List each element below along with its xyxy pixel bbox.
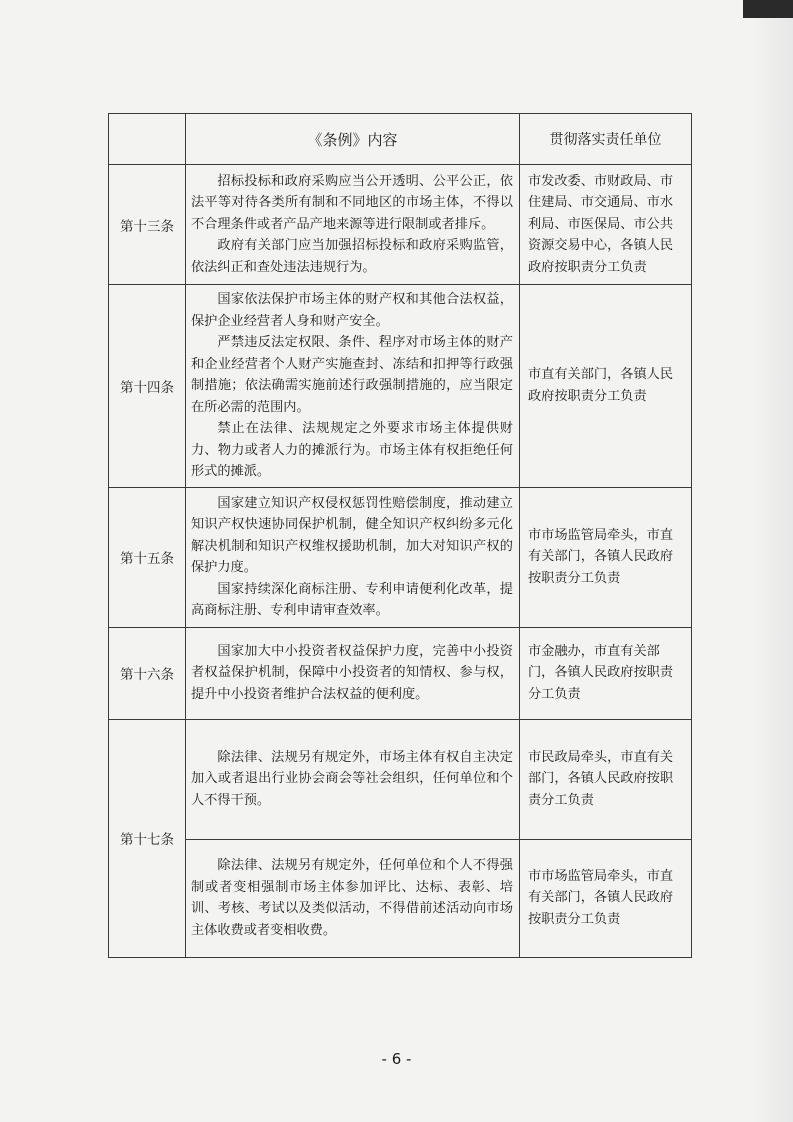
content-paragraph: 国家依法保护市场主体的财产权和其他合法权益，保护企业经营者人身和财产安全。 [191, 292, 513, 329]
content-paragraph: 除法律、法规另有规定外，市场主体有权自主决定加入或者退出行业协会商会等社会组织，任何单位和个人不得干预。 [191, 749, 513, 808]
content-paragraph: 禁止在法律、法规规定之外要求市场主体提供财力、物力或者人力的摊派行为。市场主体有权拒绝任何形式的摊派。 [191, 421, 513, 479]
scan-corner-mark [743, 0, 793, 18]
content-paragraph: 除法律、法规另有规定外，任何单位和个人不得强制或者变相强制市场主体参加评比、达标、表彰、培训、考核、考试以及类似活动，不得借前述活动向市场主体收费或者变相收费。 [191, 858, 513, 938]
article-number: 第十五条 [109, 487, 186, 627]
header-article [109, 114, 186, 165]
article-content [186, 487, 520, 627]
table-row [109, 839, 692, 957]
article-number: 第十四条 [109, 285, 186, 488]
table-row [109, 165, 692, 285]
content-paragraph: 政府有关部门应当加强招标投标和政府采购监管，依法纠正和查处违法违规行为。 [191, 238, 513, 275]
header-content: 《条例》内容 [186, 114, 520, 165]
table-row [109, 285, 692, 488]
article-content [186, 165, 520, 285]
article-content [186, 627, 520, 719]
table-header-row [109, 114, 692, 165]
page-edge-shadow [753, 0, 793, 1122]
content-paragraph: 国家持续深化商标注册、专利申请便利化改革，提高商标注册、专利申请审查效率。 [191, 581, 513, 618]
content-paragraph: 招标投标和政府采购应当公开透明、公平公正，依法平等对待各类所有制和不同地区的市场主体，不得以不合理条件或者产品产地来源等进行限制或者排斥。 [191, 173, 513, 232]
article-content [186, 285, 520, 488]
article-content [186, 839, 520, 957]
regulation-responsibility-table [108, 113, 692, 958]
article-number: 第十三条 [109, 165, 186, 285]
content-paragraph: 国家加大中小投资者权益保护力度，完善中小投资者权益保护机制，保障中小投资者的知情权、参与权，提升中小投资者维护合法权益的便利度。 [191, 643, 513, 702]
content-paragraph: 严禁违反法定权限、条件、程序对市场主体的财产和企业经营者个人财产实施查封、冻结和扣押等行政强制措施；依法确需实施前述行政强制措施的，应当限定在所必需的范围内。 [191, 335, 513, 415]
responsible-unit: 市民政局牵头，市直有关部门，各镇人民政府按职责分工负责 [520, 719, 692, 839]
table-row [109, 627, 692, 719]
article-number: 第十七条 [109, 719, 186, 957]
responsible-unit: 市发改委、市财政局、市住建局、市交通局、市水利局、市医保局、市公共资源交易中心，各镇人民政府按职责分工负责 [520, 165, 692, 285]
article-number: 第十六条 [109, 627, 186, 719]
content-paragraph: 国家建立知识产权侵权惩罚性赔偿制度，推动建立知识产权快速协同保护机制，健全知识产权纠纷多元化解决机制和知识产权维权援助机制，加大对知识产权的保护力度。 [191, 495, 513, 575]
responsible-unit: 市市场监管局牵头，市直有关部门，各镇人民政府按职责分工负责 [520, 839, 692, 957]
article-content [186, 719, 520, 839]
table-row [109, 719, 692, 839]
page-number: - 6 - [381, 1050, 412, 1068]
responsible-unit: 市直有关部门，各镇人民政府按职责分工负责 [520, 285, 692, 488]
header-responsible-unit: 贯彻落实责任单位 [520, 114, 692, 165]
responsible-unit: 市市场监管局牵头，市直有关部门，各镇人民政府按职责分工负责 [520, 487, 692, 627]
table-row [109, 487, 692, 627]
responsible-unit: 市金融办，市直有关部门，各镇人民政府按职责分工负责 [520, 627, 692, 719]
